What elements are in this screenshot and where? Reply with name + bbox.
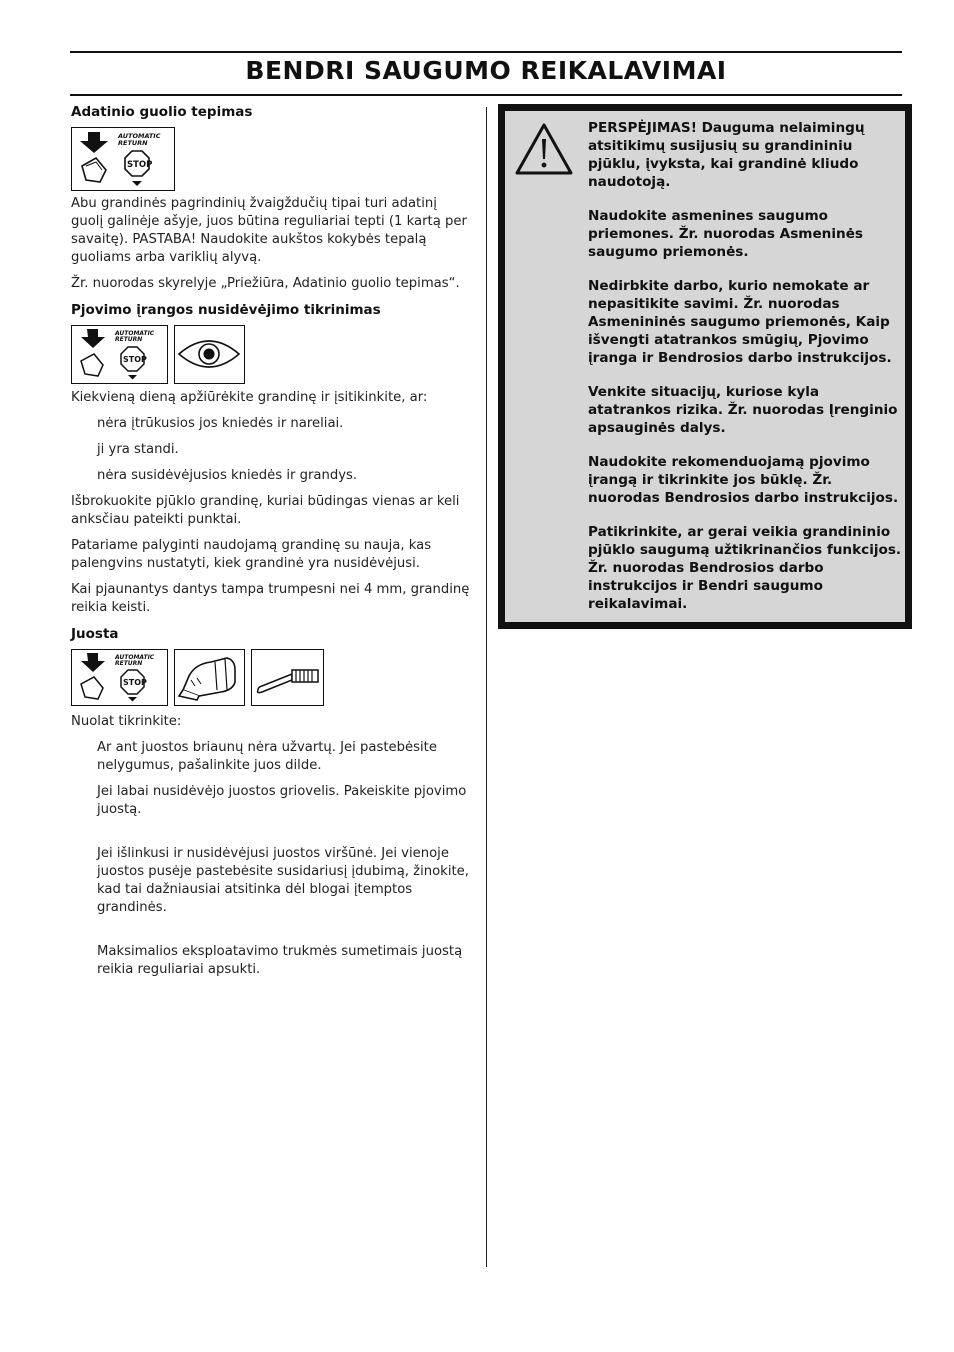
warning-paragraph: Venkite situacijų, kuriose kyla atatrankos rizika. Žr. nuorodas Įrenginio apsauginės dalys. bbox=[588, 384, 898, 436]
paragraph-wear-4: Kai pjaunantys dantys tampa trumpesni nei 4 mm, grandinę reikia keisti. bbox=[71, 582, 470, 615]
list-item: Jei labai nusidėvėjo juostos griovelis. Pakeiskite pjovimo juostą. bbox=[97, 784, 467, 817]
paragraph-wear-2: Išbrokuokite pjūklo grandinę, kuriai būdingas vienas ar keli anksčiau pateikti punktai. bbox=[71, 494, 460, 527]
warning-paragraph: Nedirbkite darbo, kurio nemokate ar nepasitikite savimi. Žr. nuorodas Asmenininės saugumo priemonės, Kaip išvengti atatrankos smūgių, Pjovimo įranga ir Bendrosios darbo instrukcijos. bbox=[588, 278, 892, 366]
automatic-label: AUTOMATIC bbox=[115, 654, 155, 661]
paragraph-bearing-1: Abu grandinės pagrindinių žvaigždučių tipai turi adatinį guolį galinėje ašyje, juos būtina reguliariai tepti (1 kartą per savaitę). PASTABA! Naudokite aukštos kokybės tepalą guoliams arba variklių alyvą. bbox=[71, 196, 467, 265]
stop-label: STOP bbox=[123, 678, 147, 687]
left-column bbox=[71, 103, 473, 987]
eye-icon bbox=[174, 325, 245, 384]
return-label: RETURN bbox=[115, 336, 143, 343]
list-item: nėra susidėvėjusios kniedės ir grandys. bbox=[97, 468, 358, 483]
warning-box-inner bbox=[505, 111, 905, 622]
list-item: nėra įtrūkusios jos kniedės ir nareliai. bbox=[97, 416, 344, 431]
automatic-label: AUTOMATIC bbox=[115, 330, 155, 337]
icon-row-bar bbox=[71, 649, 473, 709]
warning-paragraph: Naudokite rekomenduojamą pjovimo įrangą ir tikrinkite jos būklę. Žr. nuorodas Bendrosios darbo instrukcijos. bbox=[588, 454, 899, 506]
section-heading-bar: Juosta bbox=[71, 626, 119, 642]
paragraph-wear-3: Patariame palyginti naudojamą grandinę su nauja, kas palengvins nustatyti, kiek grandinė yra nusidėvėjusi. bbox=[71, 538, 432, 571]
page-title: BENDRI SAUGUMO REIKALAVIMAI bbox=[245, 56, 727, 85]
automatic-return-stop-icon bbox=[71, 127, 175, 191]
return-label: RETURN bbox=[115, 660, 143, 667]
paragraph-bearing-2: Žr. nuorodas skyrelyje „Priežiūra, Adatinio guolio tepimas“. bbox=[71, 276, 460, 291]
warning-box bbox=[498, 104, 912, 629]
automatic-return-stop-icon bbox=[71, 325, 168, 384]
file-icon bbox=[251, 649, 324, 706]
automatic-label: AUTOMATIC bbox=[118, 132, 161, 140]
warning-text bbox=[588, 119, 903, 629]
return-label: RETURN bbox=[118, 139, 148, 147]
icon-row-bearing bbox=[71, 127, 473, 191]
section-heading-bearing-lubrication: Adatinio guolio tepimas bbox=[71, 104, 253, 120]
section-heading-wear-check: Pjovimo įrangos nusidėvėjimo tikrinimas bbox=[71, 302, 381, 318]
header-rule-top bbox=[70, 51, 902, 53]
list-item: Jei išlinkusi ir nusidėvėjusi juostos viršūnė. Jei vienoje juostos pusėje pastebėsite susidariusį įdubimą, žinokite, kad tai dažniausiai atsitinka dėl blogai įtemptos grandinės. bbox=[97, 846, 469, 915]
warning-paragraph: Naudokite asmenines saugumo priemones. Žr. nuorodas Asmeninės saugumo priemonės. bbox=[588, 208, 864, 260]
icon-row-wear bbox=[71, 325, 473, 385]
list-item: ji yra standi. bbox=[97, 442, 179, 457]
list-item: Maksimalios eksploatavimo trukmės sumetimais juostą reikia reguliariai apsukti. bbox=[97, 944, 463, 977]
glove-icon bbox=[174, 649, 245, 706]
paragraph-wear-intro: Kiekvieną dieną apžiūrėkite grandinę ir įsitikinkite, ar: bbox=[71, 390, 428, 405]
warning-paragraph: PERSPĖJIMAS! Dauguma nelaimingų atsitikimų susijusių su grandininiu pjūklu, įvyksta, kai grandinė kliudo naudotoją. bbox=[588, 120, 865, 190]
automatic-return-stop-icon bbox=[71, 649, 168, 706]
stop-label: STOP bbox=[127, 160, 153, 170]
column-divider bbox=[486, 107, 487, 1267]
warning-triangle-icon bbox=[513, 121, 575, 181]
stop-label: STOP bbox=[123, 355, 147, 364]
paragraph-bar-intro: Nuolat tikrinkite: bbox=[71, 714, 182, 729]
warning-paragraph: Patikrinkite, ar gerai veikia grandininio pjūklo saugumą užtikrinančios funkcijos. Žr. nuorodas Bendrosios darbo instrukcijos ir Bendri saugumo reikalavimai. bbox=[588, 524, 902, 612]
header-rule-bottom bbox=[70, 94, 902, 96]
list-item: Ar ant juostos briaunų nėra užvartų. Jei pastebėsite nelygumus, pašalinkite juos dilde. bbox=[97, 740, 437, 773]
